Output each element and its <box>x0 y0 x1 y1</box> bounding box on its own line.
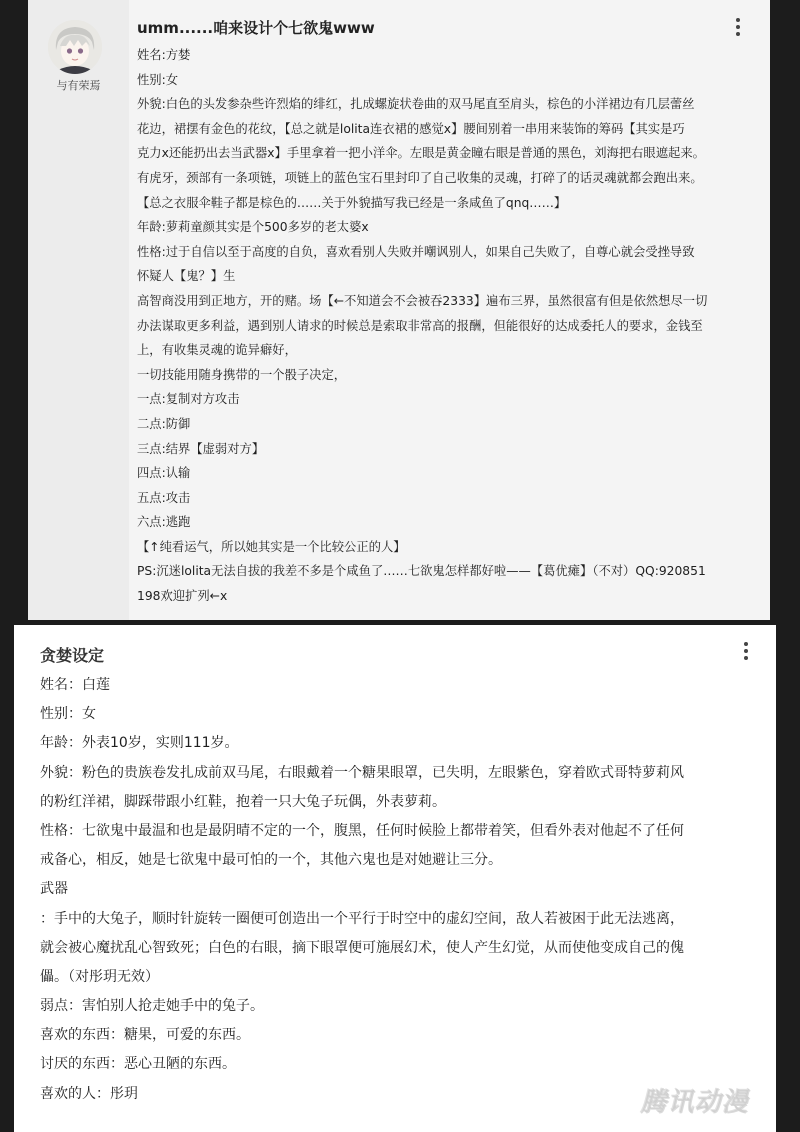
text-line: 性别:女 <box>137 72 179 87</box>
text-line: 性别：女 <box>40 706 96 723</box>
text-line: ：手中的大兔子，顺时针旋转一圈便可创造出一个平行于时空中的虚幻空间，敌人若被困于此无法逃离， <box>40 910 684 927</box>
text-line: 外貌：粉色的贵族卷发扎成前双马尾，右眼戴着一个糖果眼罩，已失明，左眼紫色，穿着欧式哥特萝莉风 <box>40 764 684 781</box>
text-line: 一点:复制对方攻击 <box>137 392 240 407</box>
watermark-logo: 腾讯动漫 <box>639 1087 748 1117</box>
post-title: umm......咱来设计个七欲鬼www <box>137 19 375 37</box>
text-line: 三点:结界【虚弱对方】 <box>137 441 265 456</box>
post-body <box>137 43 735 609</box>
text-line: 有虎牙，颈部有一条项链，项链上的蓝色宝石里封印了自己收集的灵魂，打碎了的话灵魂就都会跑出来。 <box>137 170 703 185</box>
text-line: 武器 <box>40 881 68 898</box>
text-line: PS:沉迷lolita无法自拔的我差不多是个咸鱼了……七欲鬼怎样都好啦——【葛优瘫】（不对）QQ:920851 <box>137 564 706 579</box>
text-line: 怀疑人【鬼？】生 <box>137 269 236 284</box>
text-line: 【总之衣服伞鞋子都是棕色的……关于外貌描写我已经是一条咸鱼了qnq……】 <box>137 195 567 210</box>
post-body <box>40 671 752 1109</box>
text-line: 办法谋取更多利益，遇到别人请求的时候总是索取非常高的报酬，但能很好的达成委托人的要求，金钱至 <box>137 318 703 333</box>
text-line: 儡。（对彤玥无效） <box>40 968 159 985</box>
text-line: 戒备心，相反，她是七欲鬼中最可怕的一个，其他六鬼也是对她避让三分。 <box>40 852 502 869</box>
text-line: 姓名:方婪 <box>137 48 191 62</box>
text-line: 喜欢的人：彤玥 <box>40 1085 138 1102</box>
text-line: 上，有收集灵魂的诡异癖好， <box>137 343 297 358</box>
author-column <box>28 0 129 620</box>
text-line: 讨厌的东西：恶心丑陋的东西。 <box>40 1056 236 1073</box>
text-line: 四点:认输 <box>137 466 191 481</box>
text-line: 【↑纯看运气，所以她其实是一个比较公正的人】 <box>137 539 406 554</box>
more-options-icon[interactable] <box>742 642 750 664</box>
comment-post-1 <box>28 0 770 620</box>
text-line: 年龄:萝莉童颜其实是个500多岁的老太婆x <box>137 220 369 235</box>
text-line: 一切技能用随身携带的一个骰子决定， <box>137 367 347 382</box>
text-line: 弱点：害怕别人抢走她手中的兔子。 <box>40 998 264 1015</box>
text-line: 五点:攻击 <box>137 490 191 505</box>
text-line: 就会被心魔扰乱心智致死；白色的右眼，摘下眼罩便可施展幻术，使人产生幻觉，从而使他变成自己的傀 <box>40 939 684 956</box>
text-line: 高智商没用到正地方，开的赌。场【←不知道会不会被吞2333】遍布三界，虽然很富有但是依然想尽一切 <box>137 293 708 308</box>
avatar[interactable] <box>48 20 102 74</box>
text-line: 喜欢的东西：糖果，可爱的东西。 <box>40 1027 250 1044</box>
text-line: 姓名：白莲 <box>40 677 110 693</box>
text-line: 性格：七欲鬼中最温和也是最阴晴不定的一个，腹黑，任何时候脸上都带着笑，但看外表对他起不了任何 <box>40 822 684 839</box>
text-line: 年龄：外表10岁，实则111岁。 <box>40 735 239 752</box>
text-line: 198欢迎扩列←x <box>137 589 228 604</box>
more-options-icon[interactable] <box>734 18 742 38</box>
text-line: 六点:逃跑 <box>137 515 191 530</box>
username[interactable]: 与有荣焉 <box>56 79 101 92</box>
text-line: 性格:过于自信以至于高度的自负，喜欢看别人失败并嘲讽别人，如果自己失败了，自尊心就会受挫导致 <box>137 244 695 259</box>
text-line: 花边，裙摆有金色的花纹，【总之就是lolita连衣裙的感觉x】腰间别着一串用来装饰的筹码【其实是巧 <box>137 121 685 136</box>
comment-post-2 <box>14 625 776 1132</box>
text-line: 的粉红洋裙，脚踩带跟小红鞋，抱着一只大兔子玩偶，外表萝莉。 <box>40 793 446 810</box>
text-line: 外貌:白色的头发参杂些许烈焰的绯红，扎成螺旋状卷曲的双马尾直至肩头，棕色的小洋裙边有几层蕾丝 <box>137 97 695 112</box>
post-title: 贪婪设定 <box>40 646 105 665</box>
text-line: 克力x还能扔出去当武器x】手里拿着一把小洋伞。左眼是黄金瞳右眼是普通的黑色，刘海把右眼遮起来。 <box>137 146 705 161</box>
text-line: 二点:防御 <box>137 416 191 431</box>
